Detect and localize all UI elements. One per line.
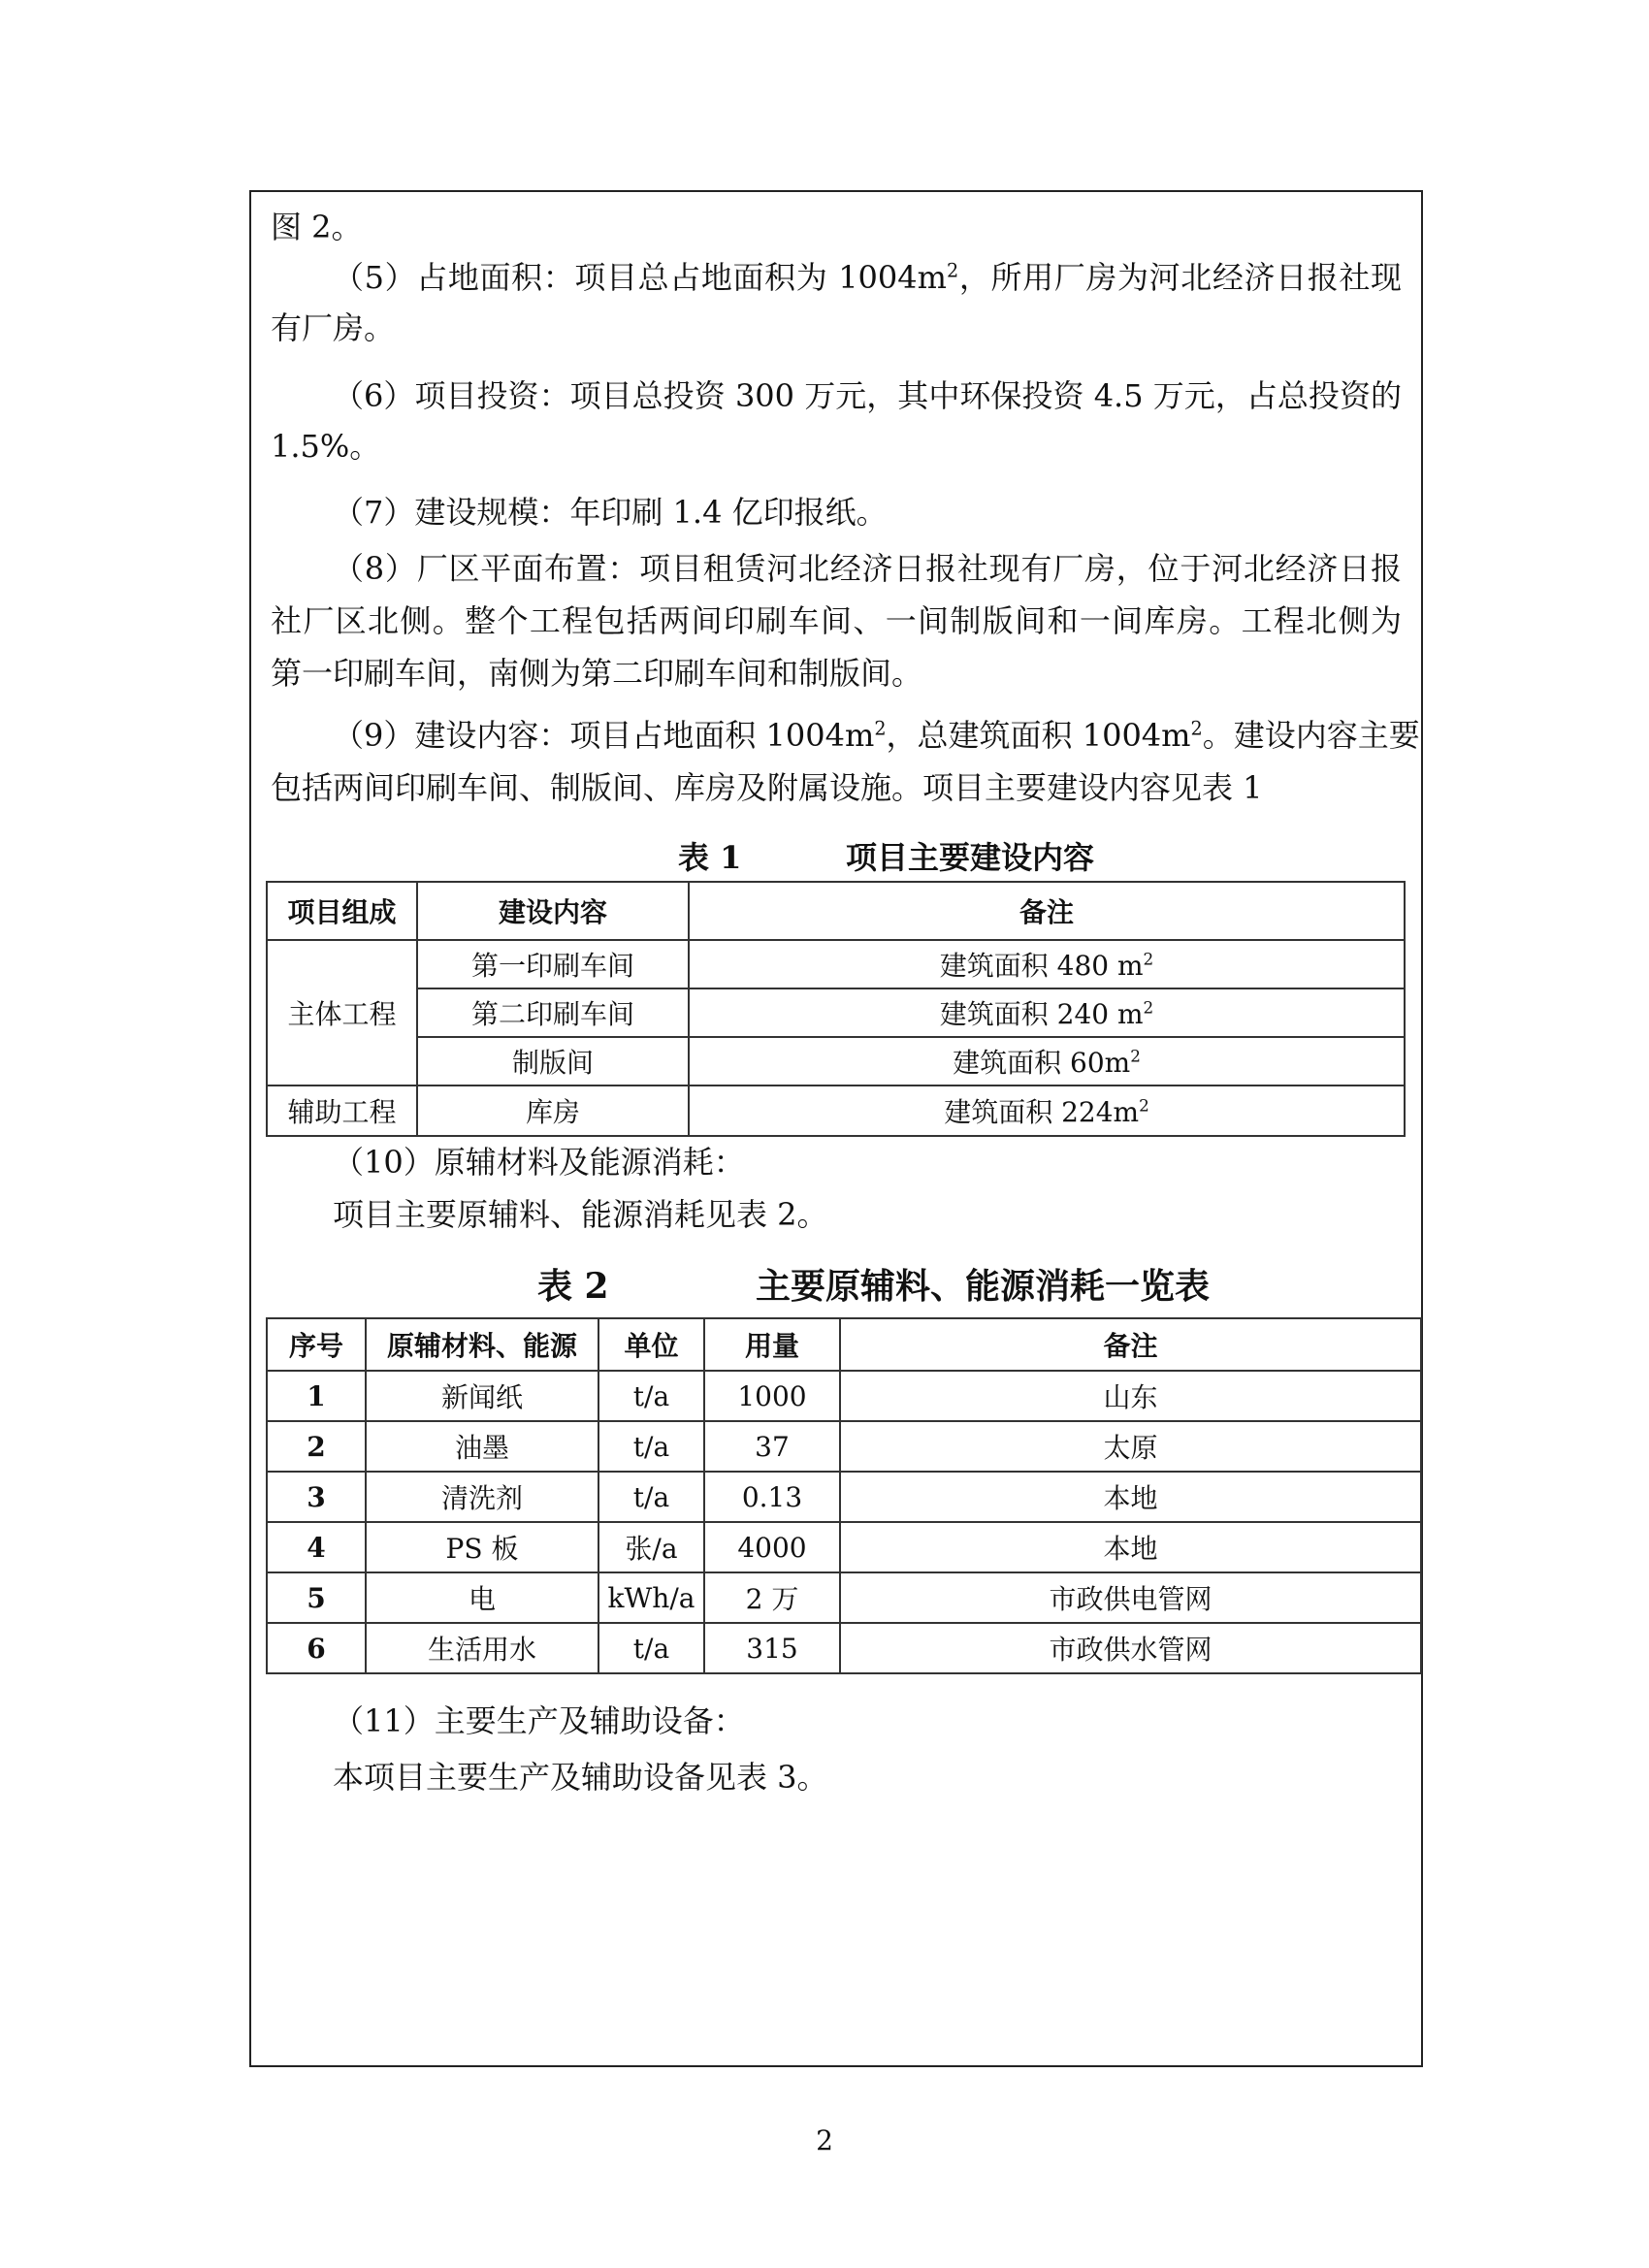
table-cell: 本地	[840, 1522, 1421, 1572]
paragraph-7: （7）建设规模：年印刷 1.4 亿印报纸。	[333, 494, 888, 531]
cell-text: 建筑面积 60m	[953, 1047, 1131, 1079]
paragraph-5-line2: 有厂房。	[271, 309, 396, 346]
table-header: 用量	[704, 1318, 840, 1371]
table-cell-index: 1	[267, 1371, 366, 1421]
paragraph-fig2-ref: 图 2。	[271, 209, 363, 245]
superscript: 2	[1143, 949, 1154, 969]
table-cell: t/a	[598, 1472, 704, 1522]
table-header: 备注	[840, 1318, 1421, 1371]
table-cell: 本地	[840, 1472, 1421, 1522]
table-cell: t/a	[598, 1623, 704, 1673]
paragraph-9-line1	[271, 716, 1420, 755]
cell-text: 建筑面积 240 m	[939, 998, 1144, 1030]
table-cell	[689, 1037, 1405, 1085]
table-cell: 油墨	[366, 1421, 598, 1472]
table-cell: t/a	[598, 1371, 704, 1421]
superscript: 2	[1190, 717, 1203, 740]
table-cell: 4000	[704, 1522, 840, 1572]
table-row	[267, 1371, 1421, 1421]
table-cell: 清洗剂	[366, 1472, 598, 1522]
table-cell: kWh/a	[598, 1572, 704, 1623]
table-row	[267, 1472, 1421, 1522]
table-cell: 太原	[840, 1421, 1421, 1472]
text-span: （9）建设内容：项目占地面积 1004m	[333, 717, 875, 754]
table-cell-index: 2	[267, 1421, 366, 1472]
paragraph-8-line1: （8）厂区平面布置：项目租赁河北经济日报社现有厂房，位于河北经济日报	[333, 550, 1402, 587]
table1-title: 项目主要建设内容	[846, 839, 1095, 876]
table-cell: 2 万	[704, 1572, 840, 1623]
table-cell	[689, 1085, 1405, 1136]
table-cell: 315	[704, 1623, 840, 1673]
table-cell: 库房	[417, 1085, 689, 1136]
table2	[266, 1317, 1422, 1674]
paragraph-8-line3: 第一印刷车间，南侧为第二印刷车间和制版间。	[271, 655, 923, 692]
table-cell: 第二印刷车间	[417, 988, 689, 1037]
table-cell-index: 3	[267, 1472, 366, 1522]
section10-title: （10）原辅材料及能源消耗：	[333, 1144, 745, 1181]
cell-text: 建筑面积 224m	[944, 1096, 1140, 1128]
table2-number: 表 2	[537, 1266, 609, 1307]
cell-text: 建筑面积 480 m	[939, 950, 1144, 982]
superscript: 2	[874, 717, 887, 740]
table-cell: t/a	[598, 1421, 704, 1472]
table-row	[267, 1421, 1421, 1472]
table2-title: 主要原辅料、能源消耗一览表	[756, 1266, 1211, 1307]
paragraph-6-line2: 1.5%。	[271, 428, 381, 465]
table-group-cell: 主体工程	[267, 940, 417, 1085]
table-row	[267, 1085, 1405, 1136]
table-cell: 张/a	[598, 1522, 704, 1572]
table-cell: 山东	[840, 1371, 1421, 1421]
table-cell	[689, 988, 1405, 1037]
text-span: ，所用厂房为河北经济日报社现	[958, 259, 1402, 296]
table-header: 建设内容	[417, 882, 689, 940]
table-cell	[689, 940, 1405, 988]
table-cell: 制版间	[417, 1037, 689, 1085]
table-header: 备注	[689, 882, 1405, 940]
page-number: 2	[816, 2124, 833, 2156]
paragraph-6-line1: （6）项目投资：项目总投资 300 万元，其中环保投资 4.5 万元，占总投资的	[333, 377, 1402, 414]
table-cell: 0.13	[704, 1472, 840, 1522]
table1-number: 表 1	[678, 839, 742, 876]
table-header-row	[267, 882, 1405, 940]
table-row	[267, 1572, 1421, 1623]
table-cell: PS 板	[366, 1522, 598, 1572]
table-cell-index: 5	[267, 1572, 366, 1623]
table-row	[267, 1623, 1421, 1673]
superscript: 2	[1143, 997, 1154, 1018]
table-row	[267, 940, 1405, 988]
table-cell: 市政供电管网	[840, 1572, 1421, 1623]
table1	[266, 881, 1406, 1137]
table-header: 项目组成	[267, 882, 417, 940]
table-header-row	[267, 1318, 1421, 1371]
paragraph-9-line2: 包括两间印刷车间、制版间、库房及附属设施。项目主要建设内容见表 1	[271, 769, 1263, 806]
superscript: 2	[1130, 1046, 1141, 1066]
table-row	[267, 988, 1405, 1037]
paragraph-5-line1	[271, 258, 1402, 297]
table-header: 单位	[598, 1318, 704, 1371]
table-row	[267, 1037, 1405, 1085]
paragraph-8-line2: 社厂区北侧。整个工程包括两间印刷车间、一间制版间和一间库房。工程北侧为	[271, 602, 1402, 639]
table-cell: 第一印刷车间	[417, 940, 689, 988]
section11-text: 本项目主要生产及辅助设备见表 3。	[333, 1759, 828, 1796]
table-cell: 生活用水	[366, 1623, 598, 1673]
document-frame	[249, 190, 1423, 2067]
text-span: （5）占地面积：项目总占地面积为 1004m	[333, 259, 947, 296]
section10-text: 项目主要原辅料、能源消耗见表 2。	[333, 1196, 828, 1233]
table-cell: 新闻纸	[366, 1371, 598, 1421]
table-header: 序号	[267, 1318, 366, 1371]
section11-title: （11）主要生产及辅助设备：	[333, 1702, 745, 1739]
table-cell-index: 6	[267, 1623, 366, 1673]
text-span: 。建设内容主要	[1202, 717, 1420, 754]
table-row	[267, 1522, 1421, 1572]
table-group-cell: 辅助工程	[267, 1085, 417, 1136]
table-cell: 电	[366, 1572, 598, 1623]
superscript: 2	[1139, 1095, 1149, 1116]
superscript: 2	[946, 259, 959, 282]
table-header: 原辅材料、能源	[366, 1318, 598, 1371]
table-cell: 37	[704, 1421, 840, 1472]
text-span: ，总建筑面积 1004m	[886, 717, 1191, 754]
table-cell: 市政供水管网	[840, 1623, 1421, 1673]
table-cell-index: 4	[267, 1522, 366, 1572]
table-cell: 1000	[704, 1371, 840, 1421]
